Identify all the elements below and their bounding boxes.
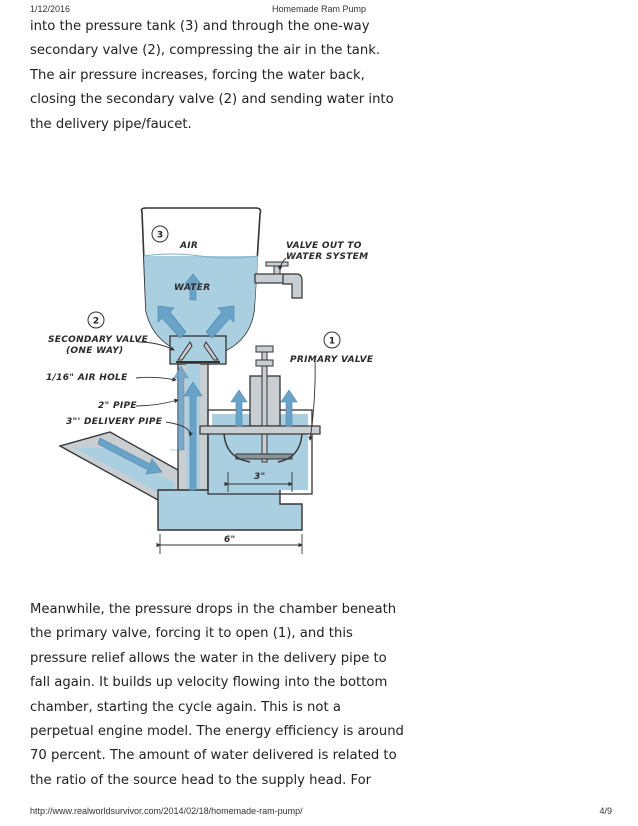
svg-text:3: 3	[156, 230, 164, 241]
text-line: the ratio of the source head to the supply head. For	[30, 772, 372, 788]
svg-text:2: 2	[92, 316, 100, 327]
label-air: AIR	[180, 241, 199, 251]
label-water: WATER	[174, 283, 211, 293]
label-dim-6in: 6"	[224, 535, 236, 545]
text-line: into the pressure tank (3) and through the one-way	[30, 19, 370, 34]
secondary-valve	[170, 336, 226, 364]
text-line: fall again. It builds up velocity flowing into the bottom	[30, 675, 388, 691]
paragraph-top	[30, 15, 420, 137]
page-number: 4/9	[599, 806, 612, 816]
text-line: the primary valve, forcing it to open (1), and this	[30, 626, 353, 642]
label-dim-3in: 3"	[254, 472, 266, 482]
svg-text:1: 1	[328, 336, 336, 347]
ram-pump-diagram	[40, 200, 380, 570]
text-line: the delivery pipe/faucet.	[30, 116, 192, 132]
label-valve-out-2: WATER SYSTEM	[286, 252, 369, 262]
text-line: perpetual engine model. The energy efficiency is around	[30, 724, 404, 740]
print-footer	[0, 806, 638, 820]
paragraph-bottom	[30, 598, 420, 793]
label-secondary-valve-2: (ONE WAY)	[66, 346, 124, 356]
label-2in-pipe: 2" PIPE	[98, 401, 137, 411]
label-primary-valve: PRIMARY VALVE	[290, 355, 374, 365]
text-line: pressure relief allows the water in the delivery pipe to	[30, 650, 387, 666]
callout-3	[152, 226, 168, 242]
print-date: 1/12/2016	[30, 4, 71, 14]
text-line: chamber, starting the cycle again. This is not a	[30, 699, 341, 715]
label-delivery-pipe: 3"' DELIVERY PIPE	[66, 417, 163, 427]
label-valve-out-1: VALVE OUT TO	[286, 241, 362, 251]
label-air-hole: 1/16" AIR HOLE	[46, 373, 128, 383]
label-secondary-valve-1: SECONDARY VALVE	[48, 335, 149, 345]
faucet	[255, 262, 302, 298]
text-line: closing the secondary valve (2) and sending water into	[30, 92, 394, 108]
text-line: secondary valve (2), compressing the air in the tank.	[30, 43, 381, 59]
callout-1	[324, 332, 340, 348]
print-title: Homemade Ram Pump	[271, 4, 367, 14]
text-line: Meanwhile, the pressure drops in the chamber beneath	[30, 602, 397, 617]
text-line: The air pressure increases, forcing the water back,	[30, 67, 365, 83]
text-line: 70 percent. The amount of water delivered is related to	[30, 748, 397, 764]
callout-2	[88, 312, 104, 328]
page-url: http://www.realworldsurvivor.com/2014/02/18/homemade-ram-pump/	[30, 806, 303, 816]
